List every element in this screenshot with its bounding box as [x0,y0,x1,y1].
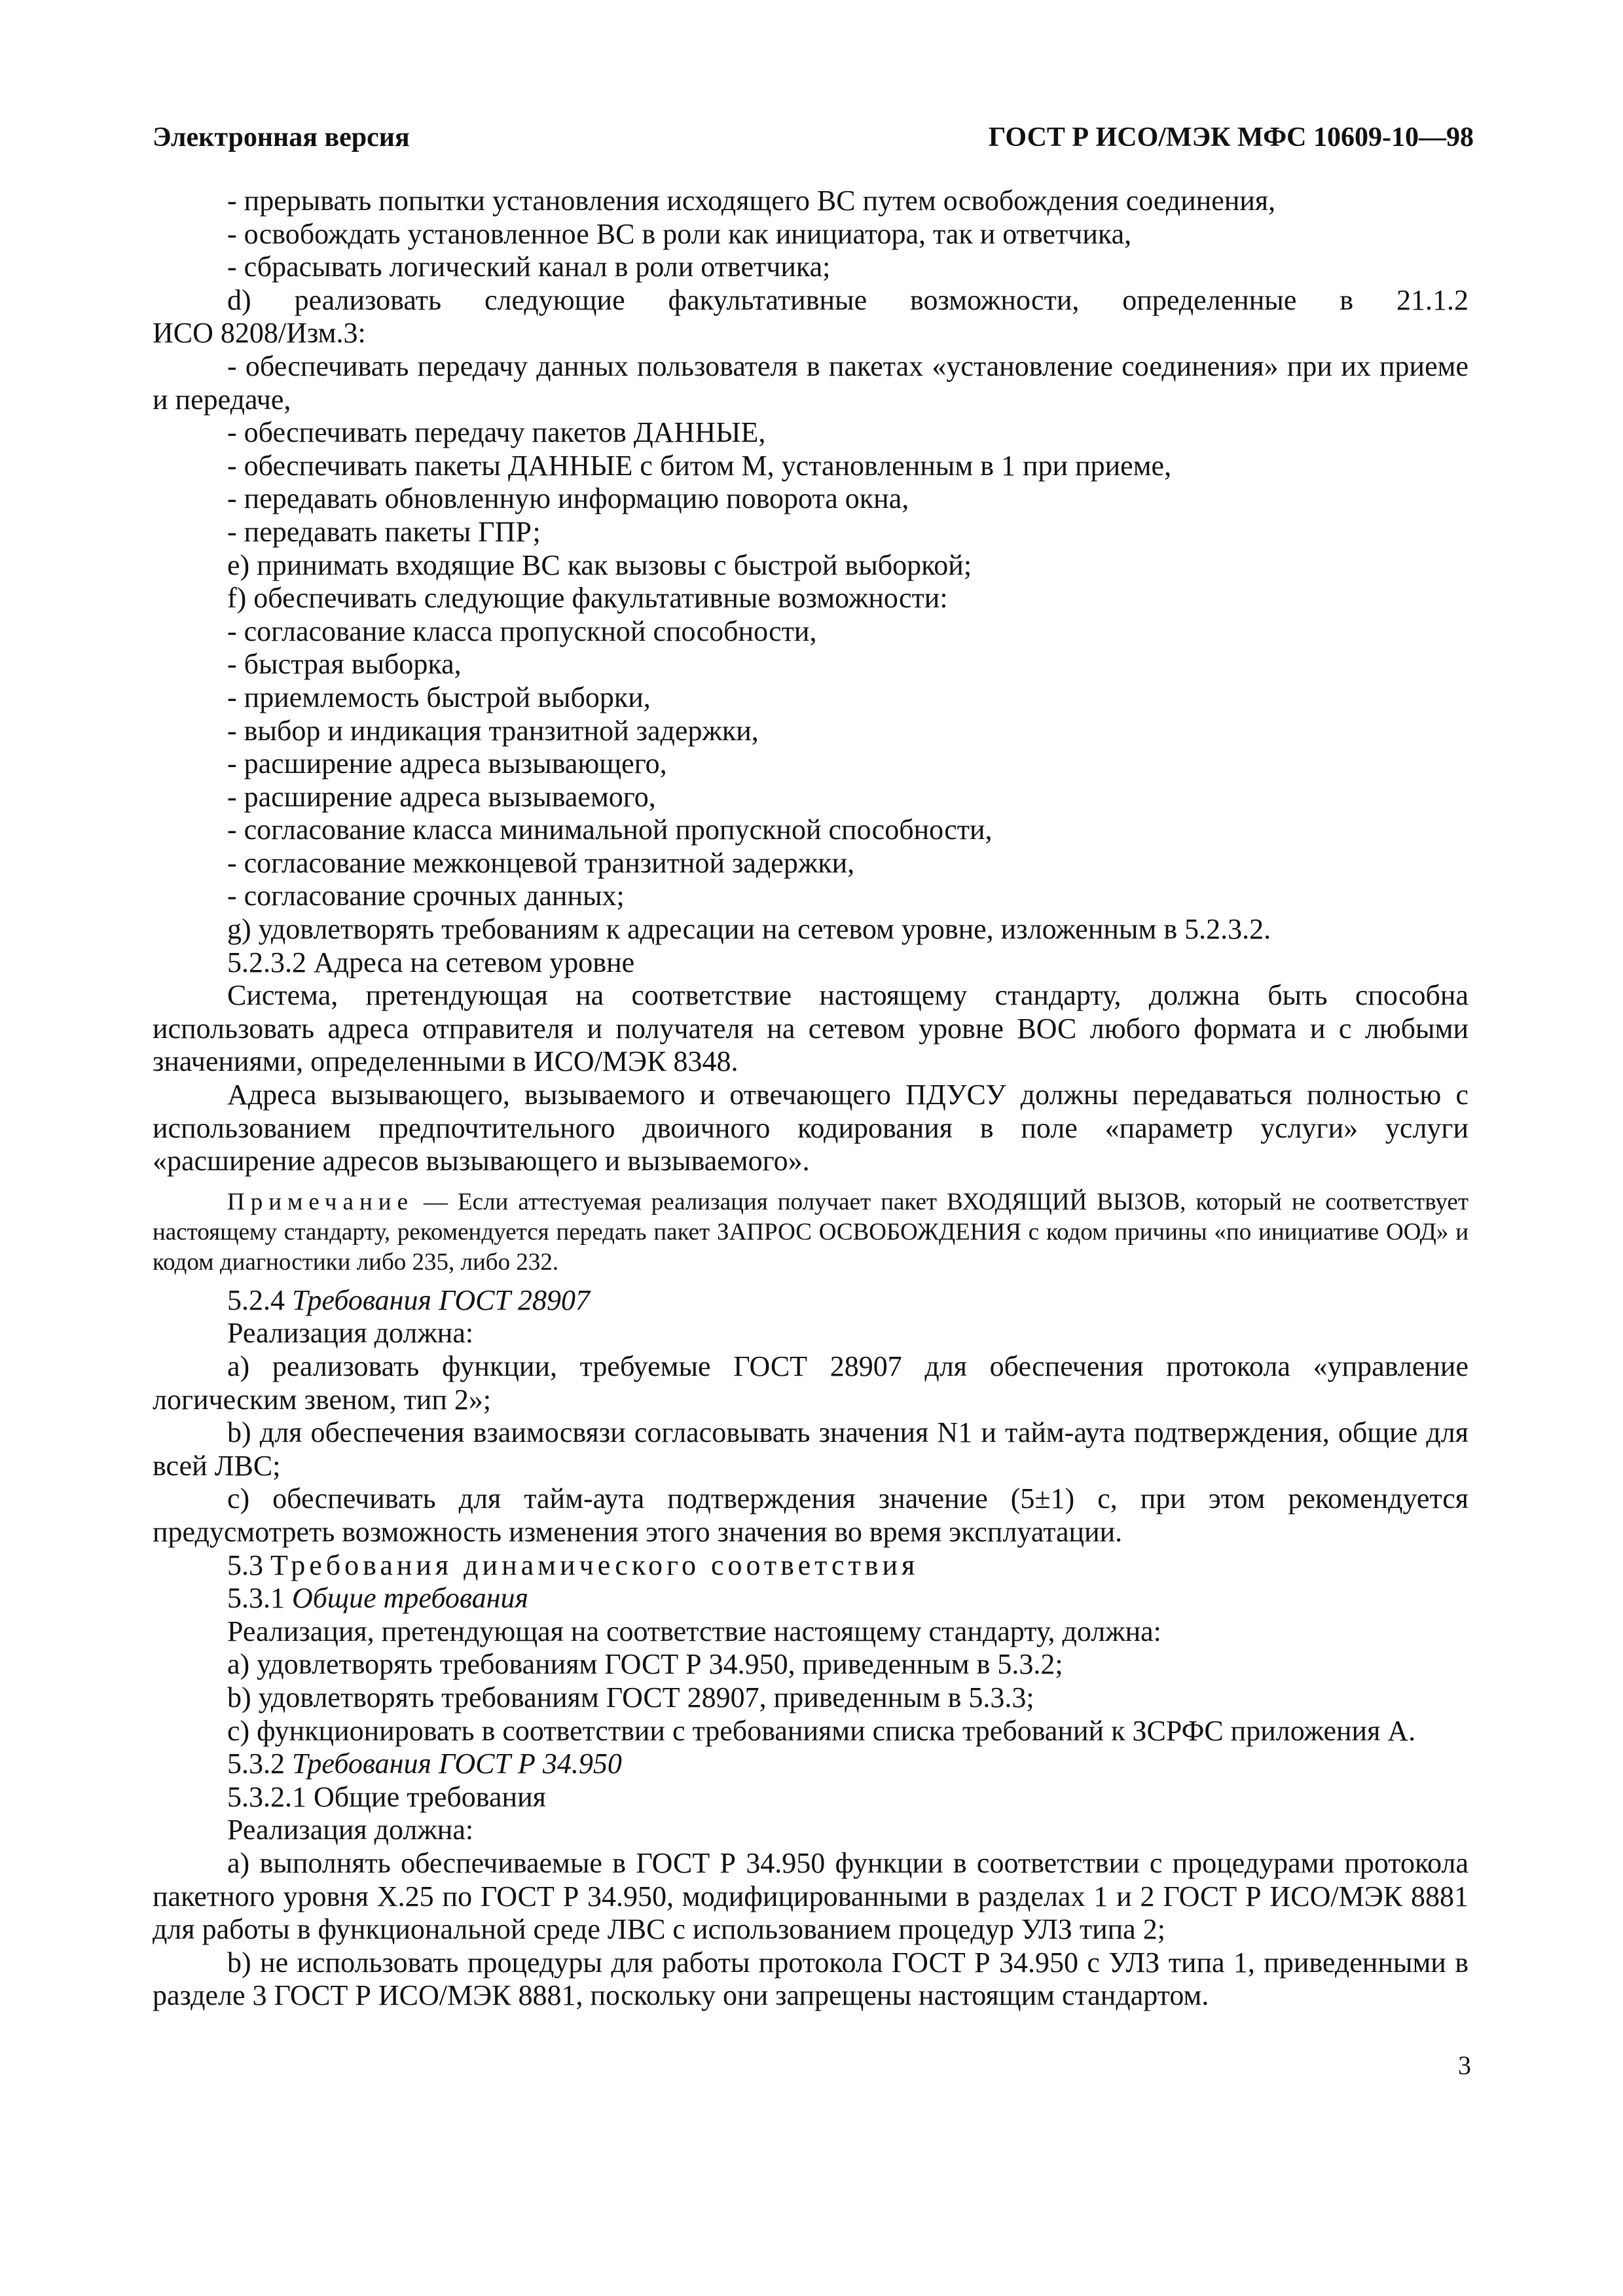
paragraph: Система, претендующая на соответствие настоящему стандарту, должна быть способна использовать адреса отправителя и получателя на сетевом уровне ВОС любого формата и с любыми значениями, определенными в ИСО/МЭК 8348. [153,979,1468,1078]
list-item: - передавать обновленную информацию поворота окна, [227,482,909,515]
note [153,1187,1468,1278]
list-item: - прерывать попытки установления исходящего ВС путем освобождения соединения, [227,185,1276,217]
list-item: - быстрая выборка, [227,648,462,681]
section-title: Общие требования [292,1582,529,1615]
section-heading-5-2-3-2: 5.2.3.2 Адреса на сетевом уровне [227,946,635,978]
list-item: - расширение адреса вызываемого, [227,780,656,813]
list-item: - освобождать установленное ВС в роли как инициатора, так и ответчика, [227,217,1132,250]
list-item-c: с) обеспечивать для тайм-аута подтверждения значение (5±1) с, при этом рекомендуется предусмотреть возможность изменения этого значения во время эксплуатации. [153,1482,1468,1548]
section-number: 5.3 [227,1549,270,1581]
running-header [153,122,1474,161]
list-item-c: с) функционировать в соответствии с требованиями списка требований к ЗСРФС приложения А. [227,1714,1416,1747]
section-heading-5-3-2-1: 5.3.2.1 Общие требования [227,1780,546,1813]
section-heading-5-2-4 [153,1284,1468,1318]
section-heading-5-3 [153,1549,1468,1583]
list-item: - выбор и индикация транзитной задержки, [227,714,759,747]
header-standard-code: ГОСТ Р ИСО/МЭК МФС 10609-10—98 [988,122,1474,152]
list-item: - обеспечивать пакеты ДАННЫЕ с битом М, установленным в 1 при приеме, [227,449,1172,482]
section-title: Требования ГОСТ 28907 [292,1283,590,1316]
list-item-g: g) удовлетворять требованиям к адресации на сетевом уровне, изложенным в 5.2.3.2. [227,913,1271,946]
list-item-d: d) реализовать следующие факультативные возможности, определенные в 21.1.2 [227,283,1468,316]
list-item-a: а) реализовать функции, требуемые ГОСТ 28907 для обеспечения протокола «управление логическим звеном, тип 2»; [153,1350,1468,1416]
list-item-f: f) обеспечивать следующие факультативные возможности: [227,582,948,615]
section-number: 5.2.4 [227,1283,292,1316]
paragraph: Реализация должна: [227,1814,474,1846]
section-heading-5-3-1 [153,1582,1468,1615]
list-item-b: b) удовлетворять требованиям ГОСТ 28907, приведенным в 5.3.3; [227,1681,1034,1713]
list-item: - сбрасывать логический канал в роли ответчика; [227,251,831,283]
section-number: 5.3.1 [227,1582,292,1615]
paragraph: Реализация должна: [227,1317,474,1350]
list-item: - согласование срочных данных; [227,880,625,912]
section-title: Требования динамического соответствия [270,1549,919,1581]
list-item: - приемлемость быстрой выборки, [227,681,651,713]
note-label: Примечание [227,1188,414,1215]
section-heading-5-3-2 [153,1748,1468,1781]
document-body [153,185,1468,2013]
list-item-e: е) принимать входящие ВС как вызовы с быстрой выборкой; [227,548,972,581]
list-item: - обеспечивать передачу пакетов ДАННЫЕ, [227,416,766,449]
list-item: - согласование класса пропускной способности, [227,615,817,647]
section-title: Требования ГОСТ Р 34.950 [292,1748,622,1780]
list-item: - расширение адреса вызывающего, [227,747,667,780]
list-item-b: b) для обеспечения взаимосвязи согласовывать значения N1 и тайм-аута подтверждения, общие для всей ЛВС; [153,1416,1468,1482]
section-number: 5.3.2 [227,1748,292,1780]
list-item: - согласование класса минимальной пропускной способности, [227,814,993,846]
note-text: — Если аттестуемая реализация получает пакет ВХОДЯЩИЙ ВЫЗОВ, который не соответствует настоящему стандарту, рекомендуется передать пакет ЗАПРОС ОСВОБОЖДЕНИЯ с кодом причины «по инициативе ООД» и кодом диагностики либо 235, либо 232. [153,1188,1468,1276]
list-item-b: b) не использовать процедуры для работы протокола ГОСТ Р 34.950 с УЛЗ типа 1, приведенными в разделе 3 ГОСТ Р ИСО/МЭК 8881, поскольку они запрещены настоящим стандартом. [153,1946,1468,2012]
list-item-d-continuation: ИСО 8208/Изм.3: [153,317,366,350]
paragraph: Адреса вызывающего, вызываемого и отвечающего ПДУСУ должны передаваться полностью с использованием предпочтительного двоичного кодирования в поле «параметр услуги» услуги «расширение адресов вызывающего и вызываемого». [153,1079,1468,1177]
list-item-a: а) удовлетворять требованиям ГОСТ Р 34.950, приведенным в 5.3.2; [227,1648,1063,1681]
page-number: 3 [1458,2051,1471,2080]
header-edition-label: Электронная версия [153,122,410,152]
paragraph: Реализация, претендующая на соответствие настоящему стандарту, должна: [227,1615,1161,1647]
list-item: - передавать пакеты ГПР; [227,515,541,548]
list-item-a: а) выполнять обеспечиваемые в ГОСТ Р 34.950 функции в соответствии с процедурами протокола пакетного уровня Х.25 по ГОСТ Р 34.950, модифицированными в разделах 1 и 2 ГОСТ Р ИСО/МЭК 8881 для работы в функциональной среде ЛВС с использованием процедур УЛЗ типа 2; [153,1846,1468,1946]
list-item: - обеспечивать передачу данных пользователя в пакетах «установление соединения» при их приеме и передаче, [153,350,1468,416]
list-item: - согласование межконцевой транзитной задержки, [227,846,855,879]
